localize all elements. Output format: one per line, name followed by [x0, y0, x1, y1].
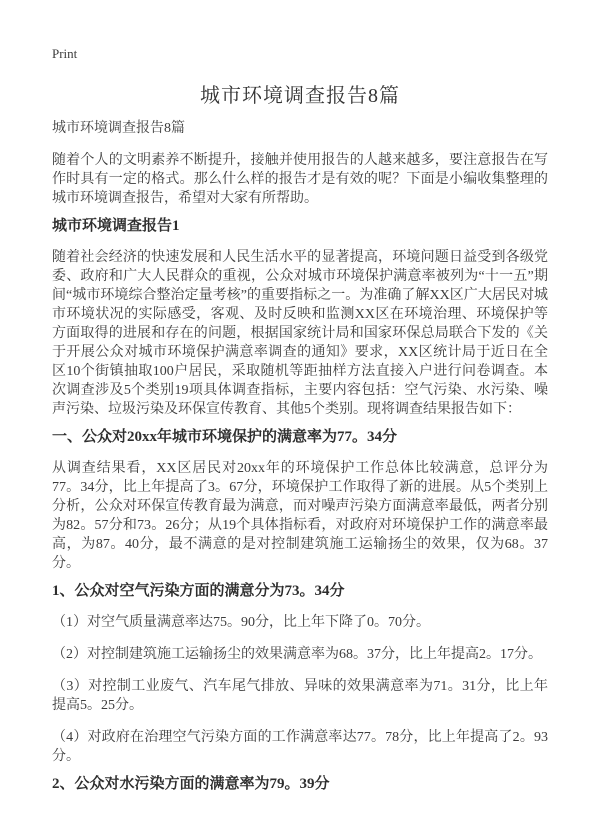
list-item-government-work: （4）对政府在治理空气污染方面的工作满意率达77。78分，比上年提高了2。93分。: [52, 730, 548, 764]
paragraph-survey-results: 从调查结果看，XX区居民对20xx年的环境保护工作总体比较满意，总评分为77。34分，比上年提高了3。67分，环境保护工作取得了新的进展。从5个类别上分析，公众对环保宣传教育最为满意，而对噪声污染方面满意率最低，两者分别为82。57分和73。26分；从19个具体指标看，对政府对环境保护工作的满意率最高，为87。40分，最不满意的是对控制建筑施工运输扬尘的效果，仅为68。37分。: [52, 461, 548, 571]
document-subtitle: 城市环境调查报告8篇: [52, 121, 185, 136]
print-button[interactable]: Print: [52, 46, 78, 61]
page-title: 城市环境调查报告8篇: [200, 85, 400, 107]
section-heading-overall-satisfaction: 一、公众对20xx年城市环境保护的满意率为77。34分: [52, 429, 398, 445]
section-heading-air-pollution: 1、公众对空气污染方面的满意分为73。34分: [52, 583, 345, 599]
section-heading-report-1: 城市环境调查报告1: [52, 218, 180, 234]
paragraph-survey-background: 随着社会经济的快速发展和人民生活水平的显著提高，环境问题日益受到各级党委、政府和广大人民群众的重视，公众对城市环境保护满意率被列为“十一五”期间“城市环境综合整治定量考核”的重要指标之一。为准确了解XX区广大居民对城市环境状况的实际感受，客观、及时反映和监测XX区在环境治理、环境保护等方面取得的进展和存在的问题，根据国家统计局和国家环保总局联合下发的《关于开展公众对城市环境保护满意率调查的通知》要求，XX区统计局于近日在全区10个街镇抽取100户居民，采取随机等距抽样方法直接入户进行问卷调查。本次调查涉及5个类别19项具体调查指标，主要内容包括：空气污染、水污染、噪声污染、垃圾污染及环保宣传教育、其他5个类别。现将调查结果报告如下：: [52, 250, 548, 417]
list-item-industrial-exhaust: （3）对控制工业废气、汽车尾气排放、异味的效果满意率为71。31分，比上年提高5。25分。: [52, 679, 548, 713]
section-heading-water-pollution: 2、公众对水污染方面的满意率为79。39分: [52, 776, 330, 792]
list-item-air-quality: （1）对空气质量满意率达75。90分，比上年下降了0。70分。: [52, 615, 430, 630]
intro-paragraph: 随着个人的文明素养不断提升，接触并使用报告的人越来越多，要注意报告在写作时具有一定的格式。那么什么样的报告才是有效的呢？下面是小编收集整理的城市环境调查报告，希望对大家有所帮助。: [52, 153, 548, 206]
list-item-construction-dust: （2）对控制建筑施工运输扬尘的效果满意率为68。37分，比上年提高2。17分。: [52, 647, 542, 662]
